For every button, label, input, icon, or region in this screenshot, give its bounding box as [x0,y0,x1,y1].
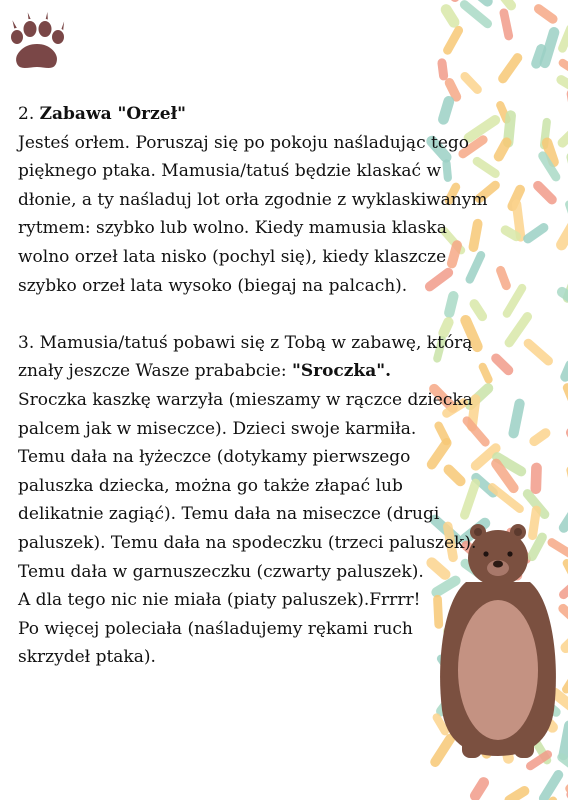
confetti-stroke [555,285,568,311]
confetti-stroke [486,481,525,514]
confetti-stroke [527,426,552,448]
confetti-stroke [468,775,491,800]
confetti-stroke [564,425,568,452]
section-2-title: Zabawa "Orzeł" [39,104,187,124]
confetti-stroke [442,24,465,56]
paragraph-gap [18,300,488,329]
confetti-stroke [554,212,568,253]
confetti-stroke [499,8,514,41]
confetti-stroke [532,2,559,25]
confetti-stroke [537,768,565,800]
confetti-stroke [439,2,462,30]
confetti-stroke [437,58,449,81]
confetti-stroke [561,558,568,584]
confetti-stroke [555,73,568,94]
confetti-stroke [561,382,568,413]
confetti-stroke [559,359,568,384]
section-2-heading [18,100,488,129]
section-3-intro [18,329,488,386]
confetti-stroke [489,351,515,377]
confetti-stroke [530,462,542,494]
confetti-stroke [556,115,568,149]
confetti-stroke [495,265,512,292]
confetti-stroke [496,51,524,85]
rhyme-line: Temu dała w garnuszeczku (czwarty paluszek). [18,561,424,582]
confetti-stroke [522,337,555,368]
section-3-intro-text: 3. Mamusia/tatuś pobawi się z Tobą w zabawę, którą znały jeszcze Wasze prababcie: [18,332,473,382]
confetti-stroke [459,70,484,96]
confetti-stroke [531,179,559,207]
section-2-body: Jesteś orłem. Poruszaj się po pokoju naśladując tego pięknego ptaka. Mamusia/tatuś będzie klaskać w dłonie, a ty naśladuj lot orła zgodnie z wyklaskiwanym rytmem: szybko lub wolno. Kiedy mamusia klaska wolno orzeł lata nisko (pochyl się), kiedy klaszcze szybko orzeł lata wysoko (biegaj na palcach). [18,132,488,296]
section-2-number: 2. [18,104,40,124]
section-3-title: "Sroczka". [291,361,391,382]
confetti-stroke [557,57,568,78]
rhyme-line: A dla tego nic nie miała (piaty paluszek).Frrrr! [18,590,421,611]
confetti-stroke [561,670,568,695]
confetti-stroke [508,398,526,440]
confetti-stroke [563,771,568,794]
rhyme-line: Sroczka kaszkę warzyła (mieszamy w rączce dziecka palcem jak w miseczce). Dzieci swoje karmiła. [18,389,473,439]
content-text [18,100,488,672]
confetti-stroke [435,0,462,4]
confetti-stroke [557,23,568,54]
rhyme-line: Po więcej poleciała (naśladujemy rękami ruch skrzydeł ptaka). [18,618,413,668]
bear-paw-icon [6,4,68,74]
confetti-stroke [492,136,513,164]
confetti-stroke [503,784,532,800]
rhyme-line: Temu dała na łyżeczce (dotykamy pierwszego paluszka dziecka, można go także złapać lub delikatnie zagiąć). Temu dała na miseczce (drugi paluszek). Temu dała na spodeczku (trzeci paluszek). [18,447,477,553]
confetti-stroke [521,221,550,245]
confetti-stroke [564,199,568,228]
